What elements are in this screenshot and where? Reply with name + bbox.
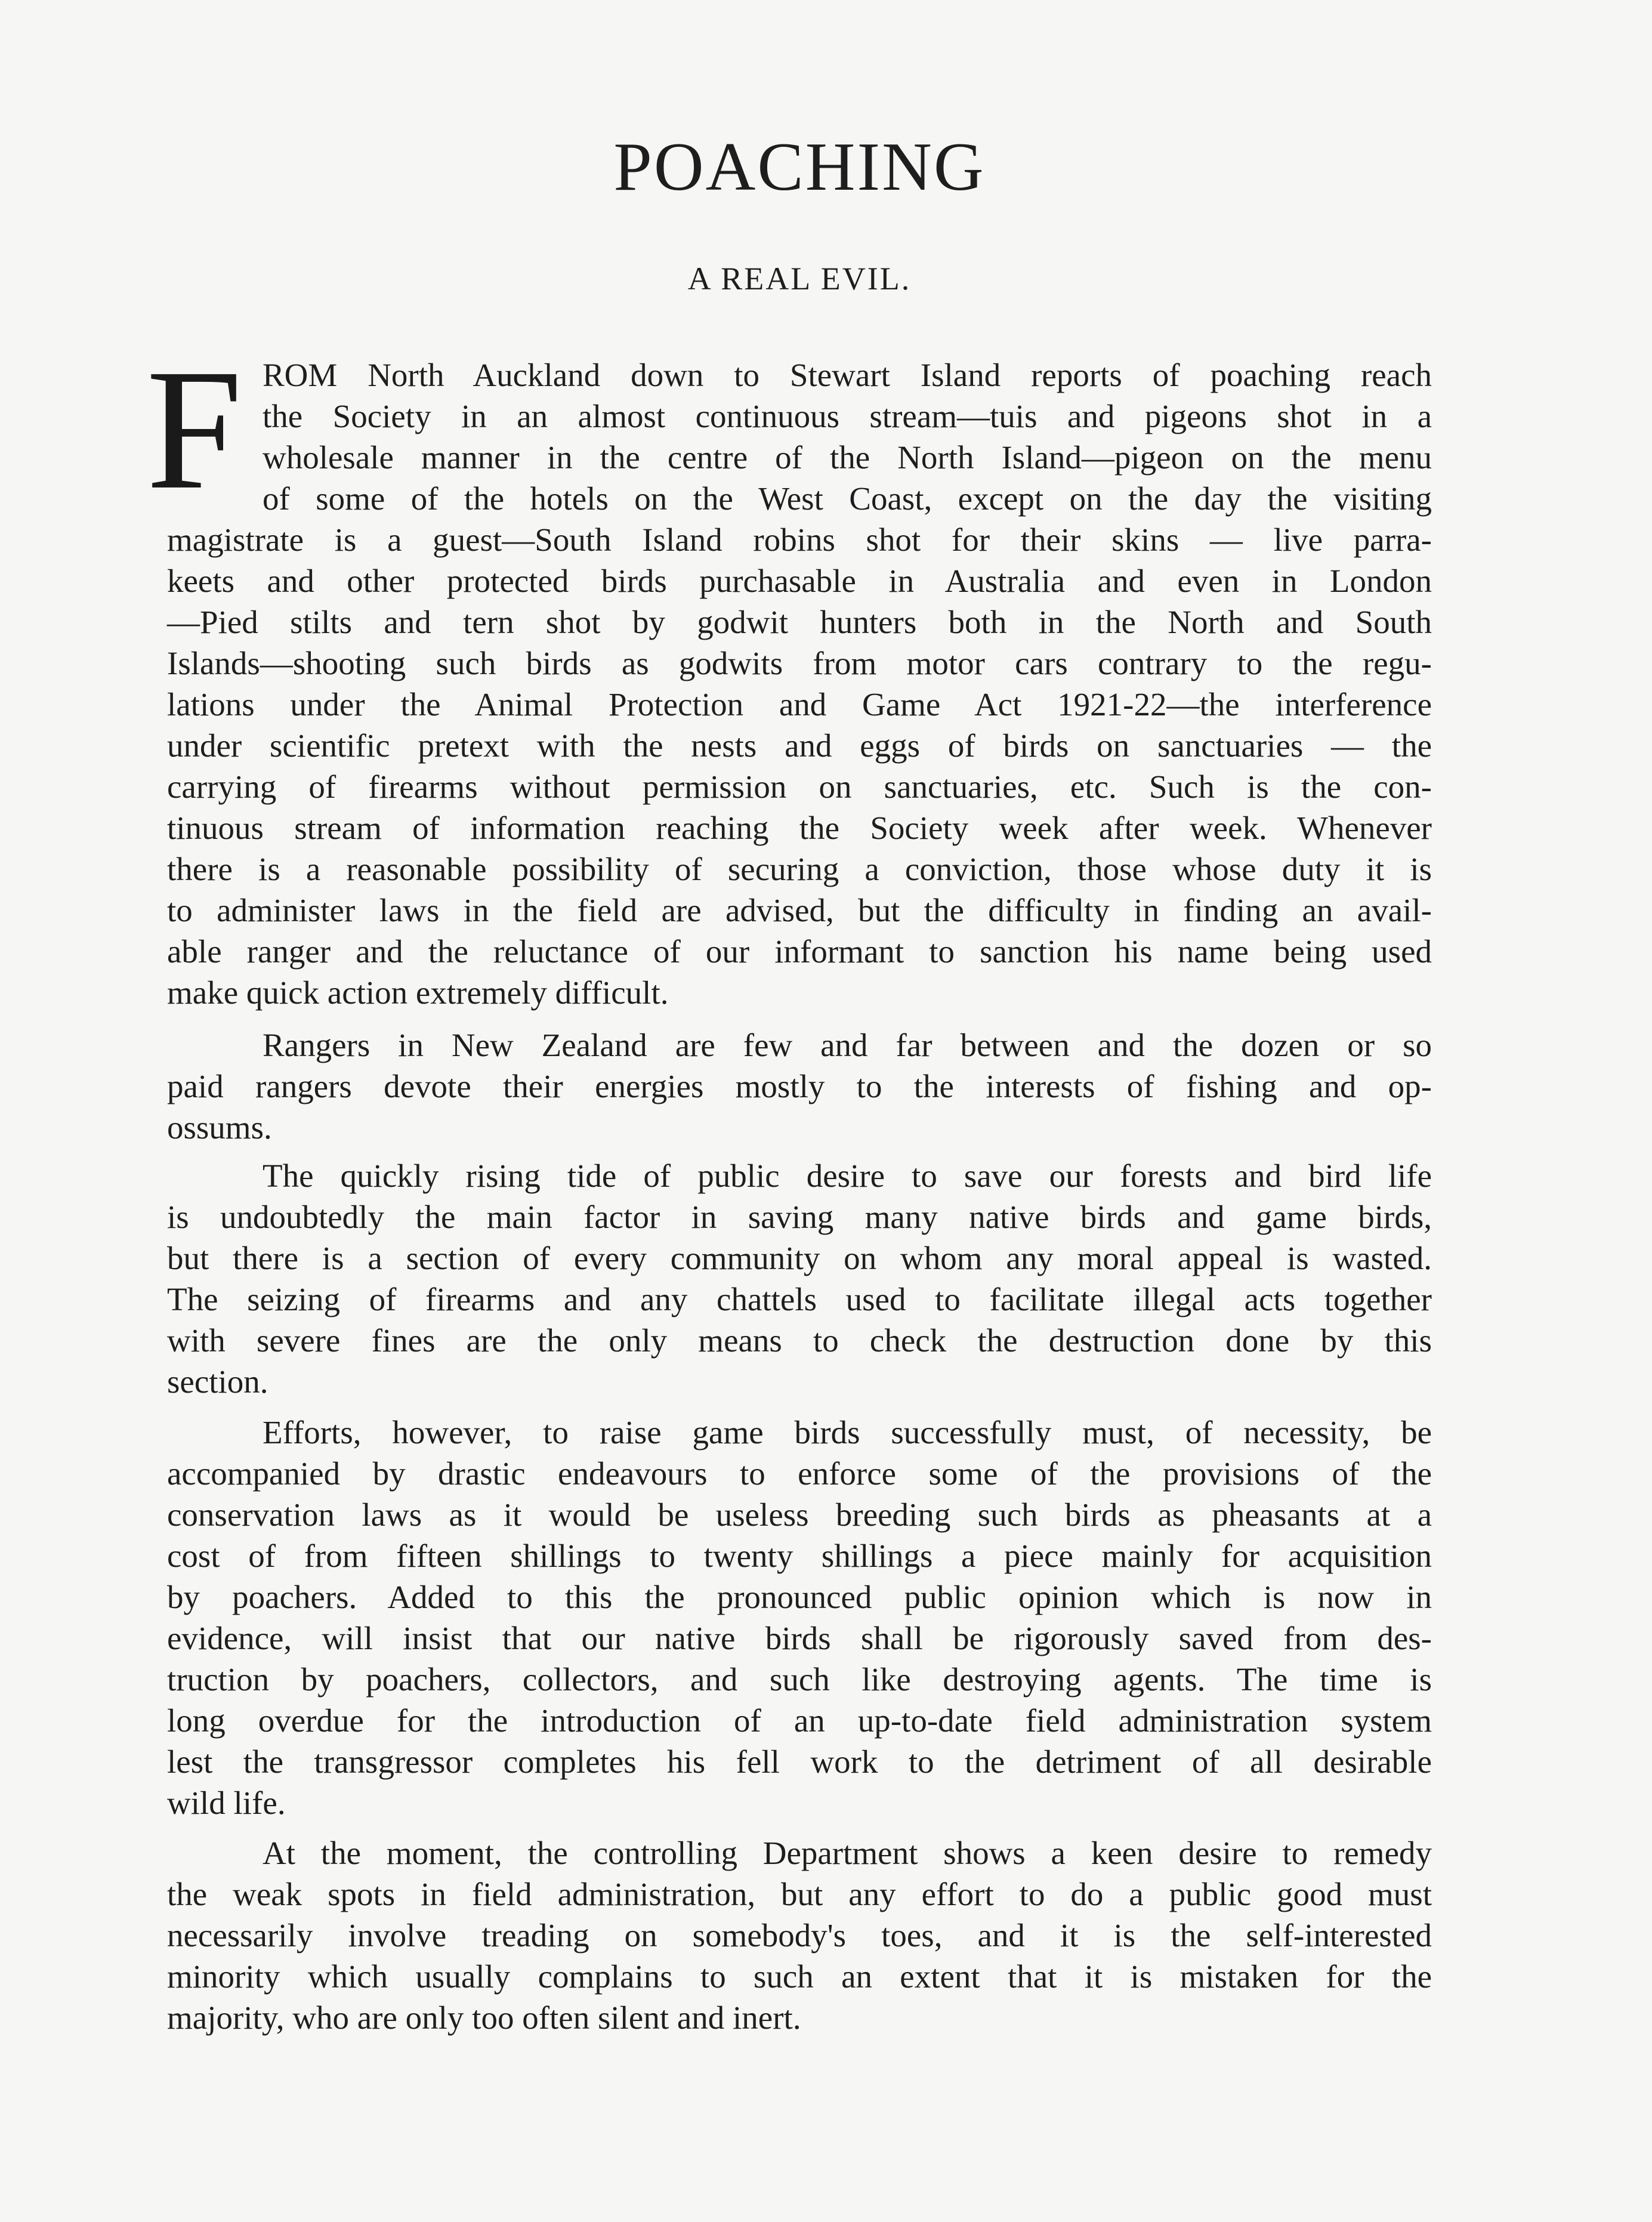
text-line: evidence, will insist that our native birds shall be rigorously saved from des- xyxy=(167,1620,1432,1656)
text-line: conservation laws as it would be useless breeding such birds as pheasants at a xyxy=(167,1496,1432,1533)
text-line: the Society in an almost continuous stream—tuis and pigeons shot in a xyxy=(263,398,1432,434)
text-line: under scientific pretext with the nests and eggs of birds on sanctuaries — the xyxy=(167,727,1432,764)
text-line: magistrate is a guest—South Island robins shot for their skins — live parra- xyxy=(167,521,1432,558)
text-line: At the moment, the controlling Department shows a keen desire to remedy xyxy=(263,1835,1432,1871)
text-line: lest the transgressor completes his fell work to the detriment of all desirable xyxy=(167,1743,1432,1780)
text-line: tinuous stream of information reaching the Society week after week. Whenever xyxy=(167,810,1432,846)
text-line: majority, who are only too often silent and inert. xyxy=(167,1999,801,2036)
text-line: wholesale manner in the centre of the North Island—pigeon on the menu xyxy=(263,439,1432,476)
text-line: lations under the Animal Protection and Game Act 1921-22—the interference xyxy=(167,686,1432,723)
text-line: Islands—shooting such birds as godwits from motor cars contrary to the regu- xyxy=(167,645,1432,681)
text-line: to administer laws in the field are advised, but the difficulty in finding an avail- xyxy=(167,892,1432,928)
text-line: Efforts, however, to raise game birds successfully must, of necessity, be xyxy=(263,1414,1432,1451)
text-line: but there is a section of every community on whom any moral appeal is wasted. xyxy=(167,1240,1432,1276)
text-line: by poachers. Added to this the pronounced public opinion which is now in xyxy=(167,1579,1432,1615)
drop-cap: F xyxy=(146,334,243,525)
paragraph-5 xyxy=(167,1832,1432,2038)
paragraph-4 xyxy=(167,1412,1432,1823)
text-line: the weak spots in field administration, but any effort to do a public good must xyxy=(167,1876,1432,1912)
text-line: ROM North Auckland down to Stewart Island reports of poaching reach xyxy=(263,357,1432,393)
text-line: there is a reasonable possibility of securing a conviction, those whose duty it is xyxy=(167,851,1432,887)
text-line: —Pied stilts and tern shot by godwit hunters both in the North and South xyxy=(167,604,1432,640)
text-line: accompanied by drastic endeavours to enforce some of the provisions of the xyxy=(167,1455,1432,1492)
paragraph-3 xyxy=(167,1155,1432,1402)
text-line: long overdue for the introduction of an up-to-date field administration system xyxy=(167,1702,1432,1739)
text-line: minority which usually complains to such an extent that it is mistaken for the xyxy=(167,1958,1432,1995)
text-line: The quickly rising tide of public desire to save our forests and bird life xyxy=(263,1158,1432,1194)
text-line: ossums. xyxy=(167,1109,272,1146)
text-line: Rangers in New Zealand are few and far between and the dozen or so xyxy=(263,1027,1432,1063)
text-line: paid rangers devote their energies mostly to the interests of fishing and op- xyxy=(167,1068,1432,1104)
text-line: The seizing of firearms and any chattels used to facilitate illegal acts together xyxy=(167,1281,1432,1317)
page-subtitle: A REAL EVIL. xyxy=(687,261,912,297)
text-line: section. xyxy=(167,1363,268,1400)
text-line: of some of the hotels on the West Coast, except on the day the visiting xyxy=(263,480,1432,517)
paragraph-2 xyxy=(167,1024,1432,1148)
text-line: make quick action extremely difficult. xyxy=(167,974,669,1011)
text-line: with severe fines are the only means to check the destruction done by this xyxy=(167,1322,1432,1359)
page-title: POACHING xyxy=(613,129,986,205)
text-line: cost of from fifteen shillings to twenty shillings a piece mainly for acquisition xyxy=(167,1538,1432,1574)
text-line: carrying of firearms without permission on sanctuaries, etc. Such is the con- xyxy=(167,769,1432,805)
text-line: keets and other protected birds purchasable in Australia and even in London xyxy=(167,563,1432,599)
text-line: wild life. xyxy=(167,1785,286,1821)
text-line: necessarily involve treading on somebody's toes, and it is the self-interested xyxy=(167,1917,1432,1953)
text-line: able ranger and the reluctance of our informant to sanction his name being used xyxy=(167,933,1432,970)
paragraph-1 xyxy=(167,354,1432,1013)
text-line: is undoubtedly the main factor in saving many native birds and game birds, xyxy=(167,1199,1432,1235)
text-line: truction by poachers, collectors, and such like destroying agents. The time is xyxy=(167,1661,1432,1698)
